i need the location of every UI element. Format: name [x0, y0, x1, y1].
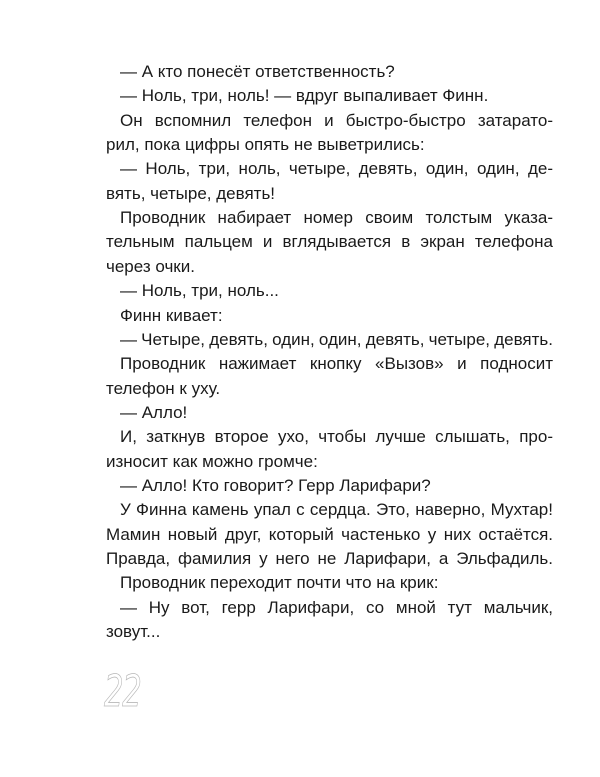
text-line: — Ноль, три, ноль... [120, 281, 279, 301]
text-line: Финн кивает: [120, 305, 223, 325]
text-line: У Финна камень упал с сердца. Это, наверно, Мухтар! [120, 500, 553, 520]
text-line: Проводник переходит почти что на крик: [120, 573, 439, 593]
text-line: — Ну вот, герр Ларифари, со мной тут мальчик, [120, 597, 553, 617]
text-line: — Алло! Кто говорит? Герр Ларифари? [120, 475, 431, 495]
text-line: тельным пальцем и вглядывается в экран телефона [106, 232, 553, 252]
text-line: — Четыре, девять, один, один, девять, четыре, девять. [120, 329, 553, 349]
text-line: вять, четыре, девять! [106, 183, 276, 203]
text-line: телефон к уху. [106, 378, 221, 398]
text-line: износит как можно громче: [106, 451, 318, 471]
text-line: И, заткнув второе ухо, чтобы лучше слышать, про- [120, 427, 553, 447]
text-line: — А кто понесёт ответственность? [120, 62, 395, 81]
page-number: 22 [104, 666, 141, 717]
text-line: — Ноль, три, ноль, четыре, девять, один, один, де- [120, 159, 553, 179]
text-line: — Ноль, три, ноль! — вдруг выпаливает Финн. [120, 86, 489, 106]
text-line: — Алло! [120, 402, 188, 422]
text-line: через очки. [106, 256, 195, 276]
text-line: Он вспомнил телефон и быстро-быстро затарато- [120, 110, 553, 130]
text-line: Проводник набирает номер своим толстым указа- [120, 208, 553, 228]
text-line: Правда, фамилия у него не Ларифари, а Эльфадиль. [106, 549, 553, 568]
text-line: рил, пока цифры опять не выветрились: [106, 135, 425, 155]
text-line: Проводник нажимает кнопку «Вызов» и подносит [120, 354, 553, 374]
text-line: Мамин новый друг, который частенько у них остаётся. [106, 524, 553, 544]
text-line: зовут... [106, 622, 161, 642]
